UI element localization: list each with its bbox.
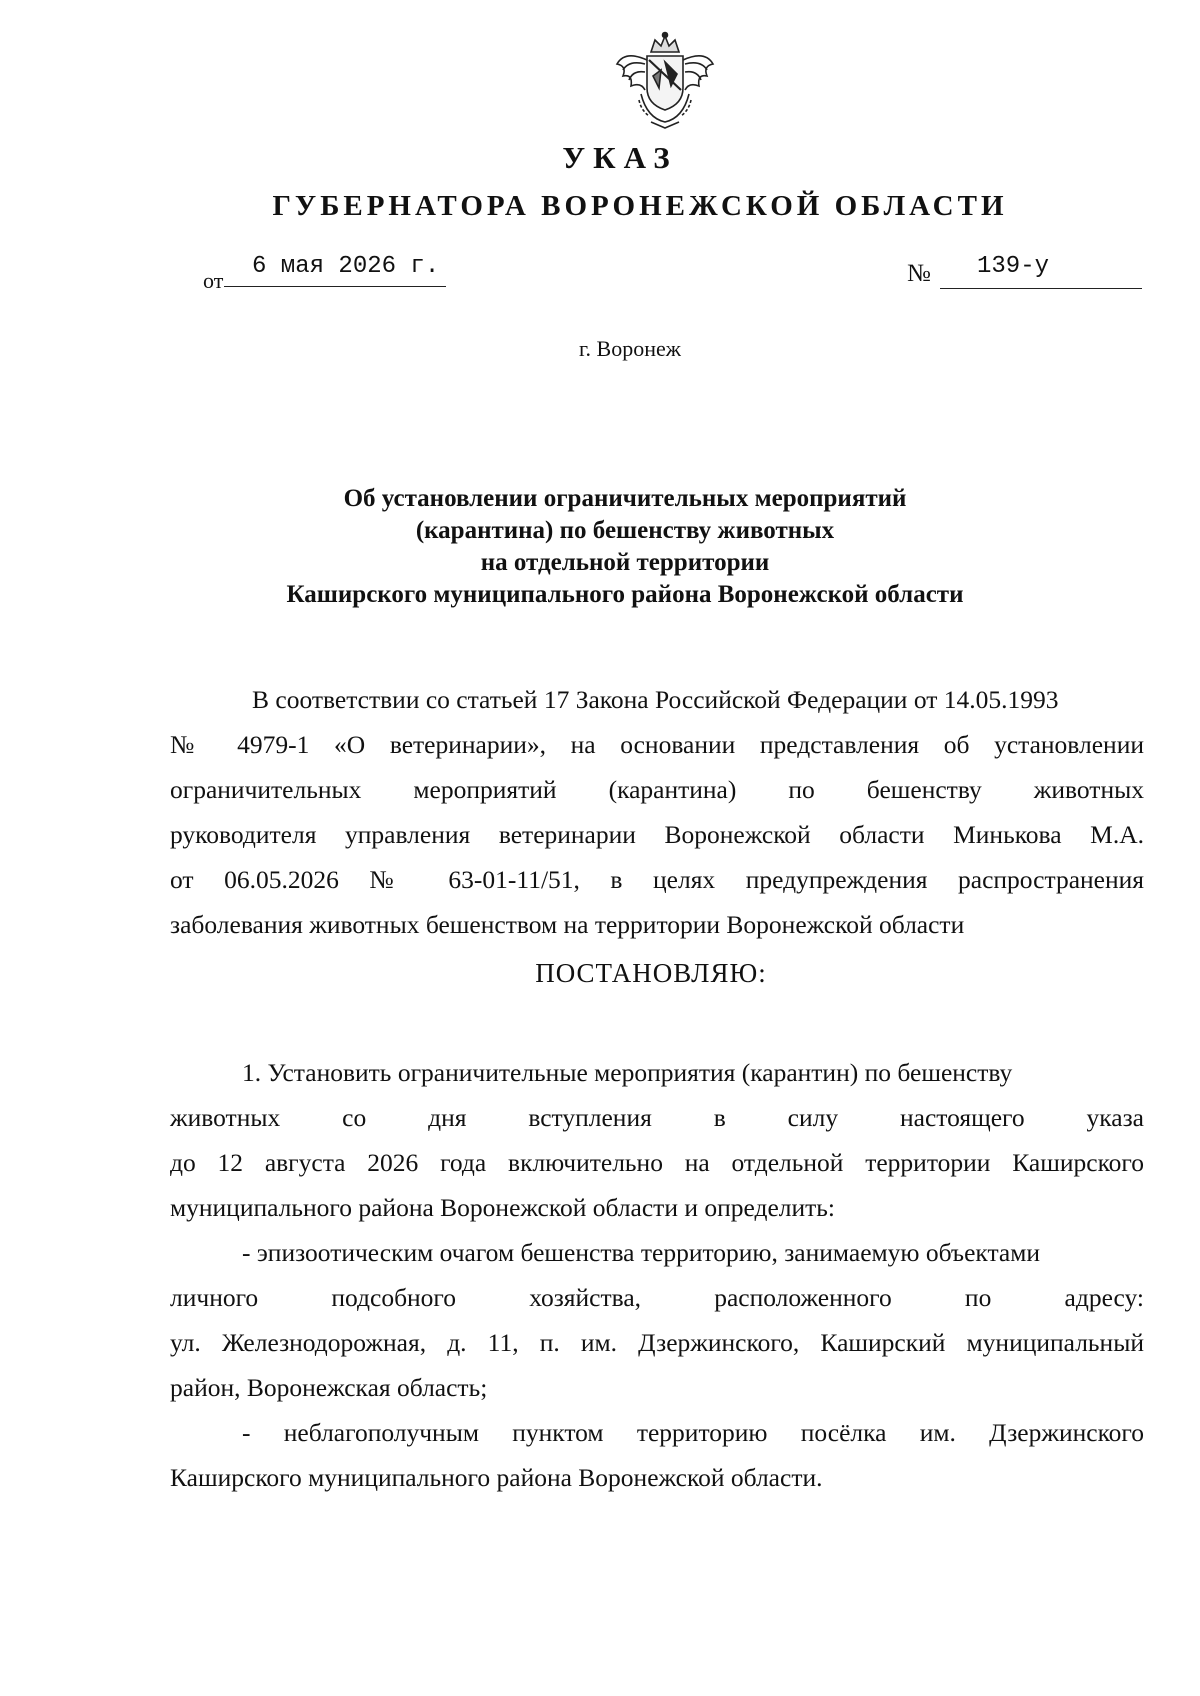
number-prefix: № <box>907 260 931 287</box>
item-line: 1. Установить ограничительные мероприятия (карантин) по бешенству <box>242 1058 1013 1087</box>
heading-line: Об установлении ограничительных мероприятий <box>343 485 907 512</box>
item-line: до 12 августа 2026 года включительно на отдельной территории Каширского <box>170 1148 1144 1177</box>
bullet-line: ул. Железнодорожная, д. 11, п. им. Дзержинского, Каширский муниципальный <box>170 1328 1144 1357</box>
city: г. Воронеж <box>579 336 681 361</box>
preamble-line: № 4979-1 «О ветеринарии», на основании представления об установлении <box>170 730 1144 759</box>
date-prefix: от <box>203 268 224 293</box>
item-line: животных со дня вступления в силу настоящего указа <box>170 1103 1144 1132</box>
bullet-line: - эпизоотическим очагом бешенства территорию, занимаемую объектами <box>242 1238 1041 1267</box>
document-title: УКАЗ <box>562 140 678 175</box>
bullet-line: личного подсобного хозяйства, расположенного по адресу: <box>170 1283 1144 1312</box>
preamble-line: заболевания животных бешенством на территории Воронежской области <box>170 910 965 939</box>
bullet-line: - неблагополучным пунктом территорию посёлка им. Дзержинского <box>242 1418 1144 1447</box>
date-value: 6 мая 2026 г. <box>252 253 440 280</box>
bullet-line: Каширского муниципального района Воронежской области. <box>170 1463 823 1492</box>
item-line: муниципального района Воронежской области и определить: <box>170 1193 836 1222</box>
document-subtitle: ГУБЕРНАТОРА ВОРОНЕЖСКОЙ ОБЛАСТИ <box>272 190 1008 222</box>
heading-line: на отдельной территории <box>480 549 770 576</box>
bullet-line: район, Воронежская область; <box>170 1373 488 1402</box>
preamble-line: В соответствии со статьей 17 Закона Российской Федерации от 14.05.1993 <box>252 685 1059 714</box>
decree-heading <box>170 483 1080 611</box>
preamble-line: руководителя управления ветеринарии Воронежской области Минькова М.А. <box>170 820 1144 849</box>
preamble-line: от 06.05.2026 № 63-01-11/51, в целях предупреждения распространения <box>170 865 1144 894</box>
preamble-line: ограничительных мероприятий (карантина) по бешенству животных <box>170 775 1144 804</box>
number-value: 139-у <box>977 253 1050 280</box>
heading-line: Каширского муниципального района Воронежской области <box>286 581 964 608</box>
decree-word: ПОСТАНОВЛЯЮ: <box>535 958 767 988</box>
heading-line: (карантина) по бешенству животных <box>415 517 835 544</box>
coat-of-arms-icon <box>611 30 719 130</box>
